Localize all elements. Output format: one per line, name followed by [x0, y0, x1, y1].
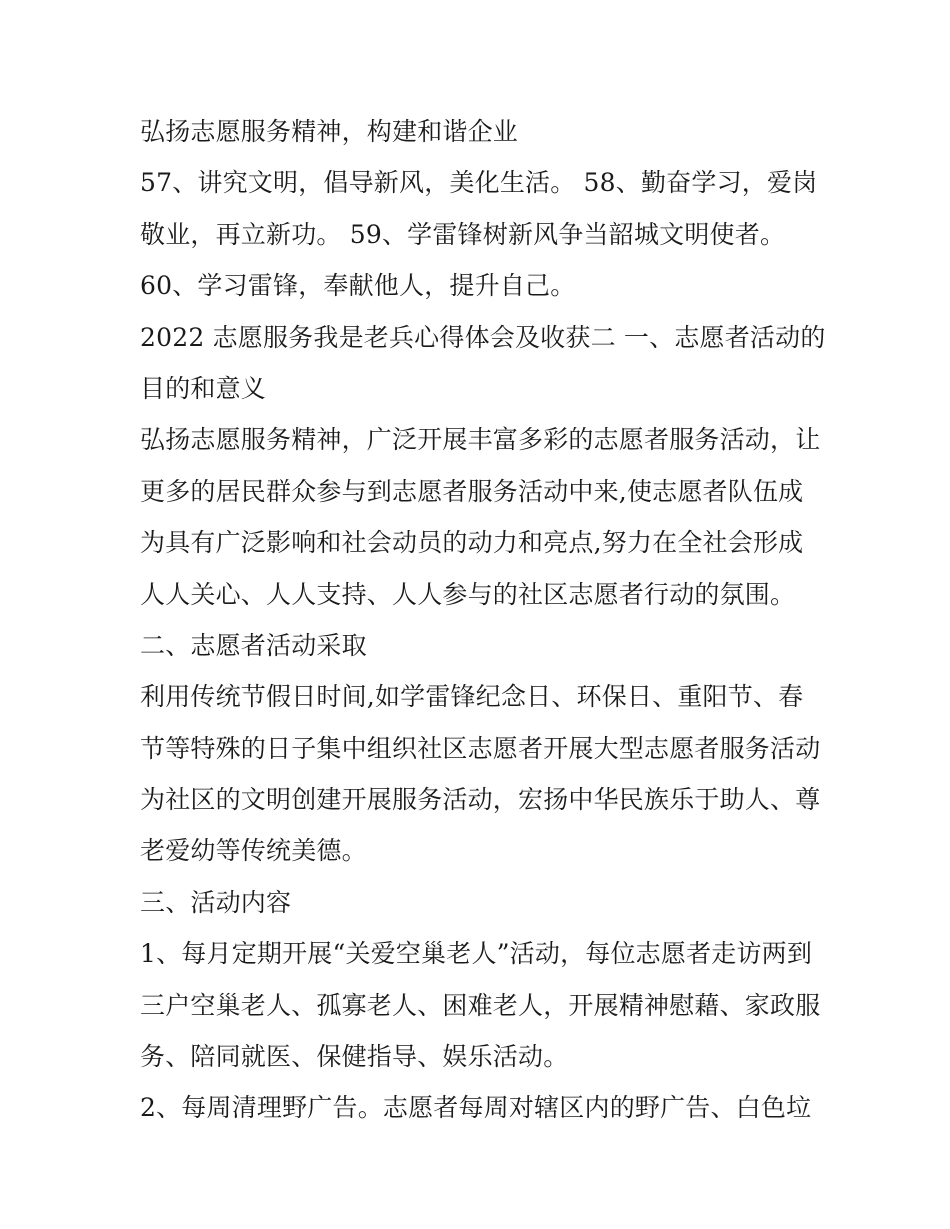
text-line: 弘扬志愿服务精神，广泛开展丰富多彩的志愿者服务活动，让 [140, 425, 821, 455]
text-line: 60、学习雷锋，奉献他人，提升自己。 [140, 271, 576, 301]
text-line: 利用传统节假日时间,如学雷锋纪念日、环保日、重阳节、春 [140, 682, 804, 712]
text-line: 敬业，再立新功。 59、学雷锋树新风争当韶城文明使者。 [140, 219, 786, 249]
text-line: 2022 志愿服务我是老兵心得体会及收获二 一、志愿者活动的 [140, 322, 826, 352]
text-line: 务、陪同就医、保健指导、娱乐活动。 [140, 1042, 569, 1072]
text-line: 1、每月定期开展“关爱空巢老人”活动，每位志愿者走访两到 [140, 939, 813, 969]
document-body [140, 106, 826, 1134]
text-line: 57、讲究文明，倡导新风，美化生活。 58、勤奋学习，爱岗 [140, 168, 818, 198]
text-line: 弘扬志愿服务精神，构建和谐企业 [140, 117, 519, 146]
text-line: 为具有广泛影响和社会动员的动力和亮点,努力在全社会形成 [140, 528, 804, 558]
section-heading: 三、活动内容 [140, 887, 292, 917]
text-line: 人人关心、人人支持、人人参与的社区志愿者行动的氛围。 [140, 579, 796, 609]
section-heading: 二、志愿者活动采取 [140, 630, 367, 660]
text-line: 更多的居民群众参与到志愿者服务活动中来,使志愿者队伍成 [140, 476, 804, 506]
text-line: 三户空巢老人、孤寡老人、困难老人，开展精神慰藉、家政服 [140, 990, 821, 1020]
text-line: 老爱幼等传统美德。 [140, 836, 367, 866]
text-line: 2、每周清理野广告。志愿者每周对辖区内的野广告、白色垃 [140, 1093, 812, 1123]
text-line: 节等特殊的日子集中组织社区志愿者开展大型志愿者服务活动 [140, 733, 821, 763]
text-line: 目的和意义 [140, 373, 267, 403]
text-line: 为社区的文明创建开展服务活动，宏扬中华民族乐于助人、尊 [140, 785, 821, 815]
